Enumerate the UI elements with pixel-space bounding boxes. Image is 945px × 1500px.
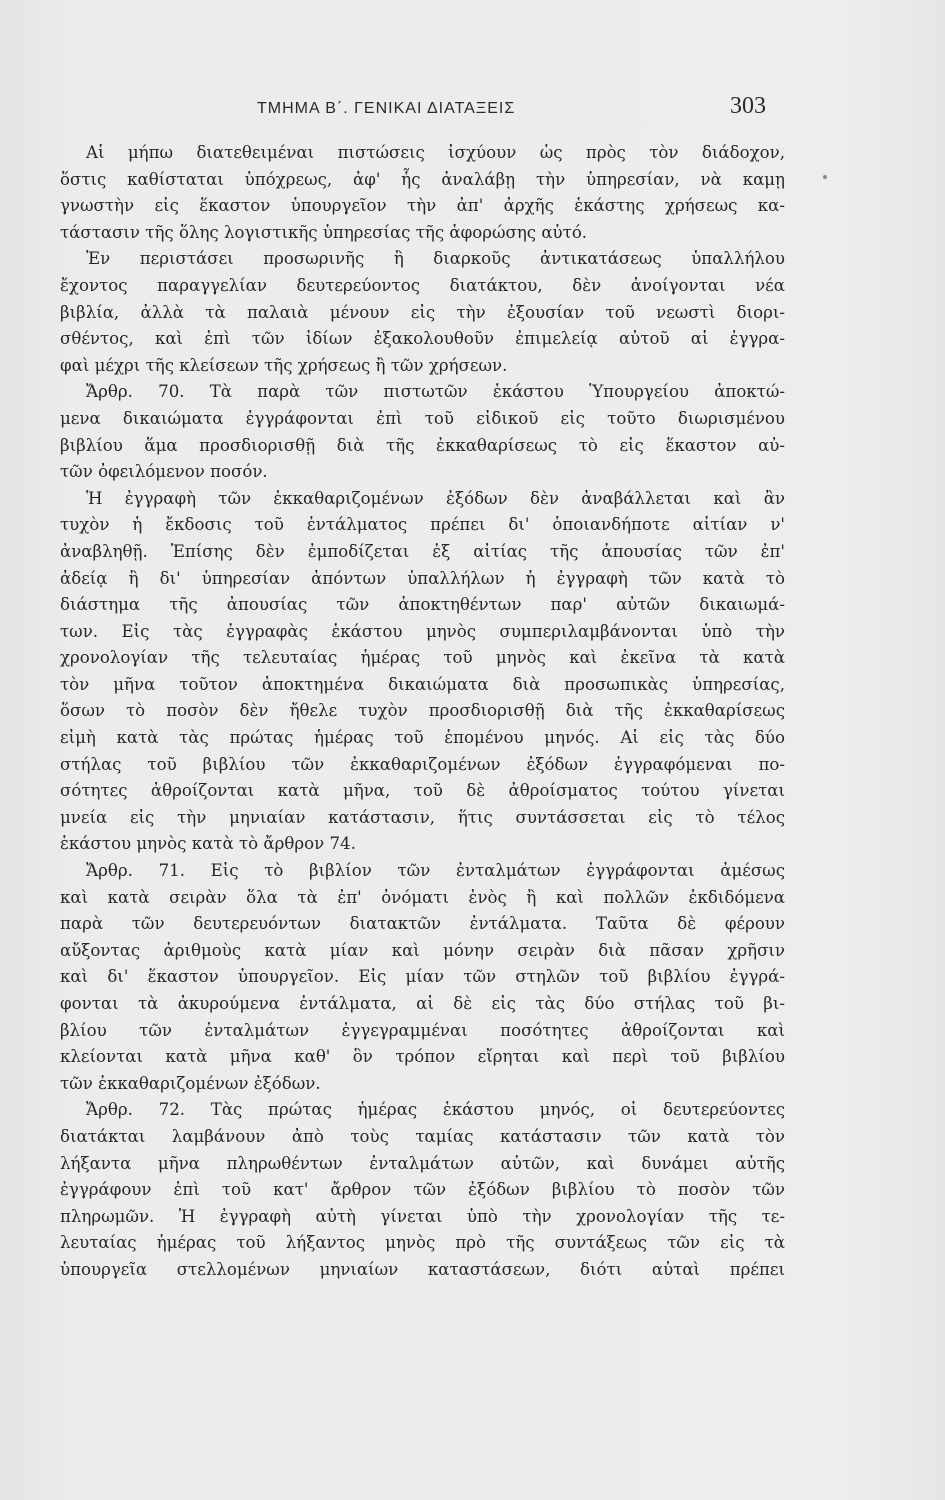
text-line: διατάκται λαμβάνουν ἀπὸ τοὺς ταμίας κατάστασιν τῶν κατὰ τὸν: [60, 1126, 785, 1146]
text-line: ἑκάστου μηνὸς κατὰ τὸ ἄρθρον 74.: [60, 834, 356, 854]
text-line: ἐγγράφουν ἐπὶ τοῦ κατ' ἄρθρον τῶν ἐξόδων βιβλίου τὸ ποσὸν τῶν: [60, 1180, 785, 1200]
text-line: των. Εἰς τὰς ἐγγραφὰς ἑκάστου μηνὸς συμπεριλαμβάνονται ὑπὸ τὴν: [60, 621, 785, 641]
text-line: γνωστὴν εἰς ἕκαστον ὑπουργεῖον τὴν ἀπ' ἀρχῆς ἑκάστης χρήσεως κα-: [60, 196, 785, 216]
body-text: [60, 140, 785, 1284]
text-line: ὅστις καθίσταται ὑπόχρεως, ἀφ' ἧς ἀναλάβῃ τὴν ὑπηρεσίαν, νὰ καμῃ: [60, 169, 785, 189]
paper-speck: [823, 175, 827, 179]
text-line: τυχὸν ἡ ἔκδοσις τοῦ ἐντάλματος πρέπει δι' ὁποιανδήποτε αἰτίαν ν': [60, 515, 785, 535]
text-line: σθέντος, καὶ ἐπὶ τῶν ἰδίων ἐξακολουθοῦν ἐπιμελείᾳ αὐτοῦ αἱ ἐγγρα-: [60, 329, 785, 349]
text-line: ἀδείᾳ ἢ δι' ὑπηρεσίαν ἀπόντων ὑπαλλήλων ἡ ἐγγραφὴ τῶν κατὰ τὸ: [60, 568, 785, 588]
text-line: ἀναβληθῇ. Ἐπίσης δὲν ἐμποδίζεται ἐξ αἰτίας τῆς ἀπουσίας τῶν ἐπ': [60, 541, 785, 561]
text-line: λευταίας ἡμέρας τοῦ λήξαντος μηνὸς πρὸ τῆς συντάξεως τῶν εἰς τὰ: [60, 1233, 785, 1253]
text-line: φονται τὰ ἀκυρούμενα ἐντάλματα, αἱ δὲ εἰς τὰς δύο στήλας τοῦ βι-: [60, 994, 785, 1013]
text-line: τὸν μῆνα τοῦτον ἀποκτημένα δικαιώματα διὰ προσωπικὰς ὑπηρεσίας,: [60, 674, 785, 694]
text-line: Ἡ ἐγγραφὴ τῶν ἐκκαθαριζομένων ἐξόδων δὲν ἀναβάλλεται καὶ ἂν: [86, 488, 785, 508]
article-72-start: Ἄρθρ. 72. Τὰς πρώτας ἡμέρας ἑκάστου μηνός, οἱ δευτερεύοντες: [86, 1100, 785, 1120]
text-line: λήξαντα μῆνα πληρωθέντων ἐνταλμάτων αὐτῶν, καὶ δυνάμει αὐτῆς: [60, 1153, 785, 1173]
text-line: τάστασιν τῆς ὅλης λογιστικῆς ὑπηρεσίας τῆς ἀφορώσης αὐτό.: [60, 222, 588, 242]
text-line: Αἱ μήπω διατεθειμέναι πιστώσεις ἰσχύουν ὡς πρὸς τὸν διάδοχον,: [86, 143, 785, 162]
text-line: μνεία εἰς τὴν μηνιαίαν κατάστασιν, ἥτις συντάσσεται εἰς τὸ τέλος: [60, 807, 785, 827]
text-line: μενα δικαιώματα ἐγγράφονται ἐπὶ τοῦ εἰδικοῦ εἰς τοῦτο διωρισμένου: [60, 408, 785, 428]
article-71-start: Ἄρθρ. 71. Εἰς τὸ βιβλίον τῶν ἐνταλμάτων ἐγγράφονται ἀμέσως: [86, 861, 785, 881]
text-line: ὑπουργεῖα στελλομένων μηνιαίων καταστάσεων, διότι αὐταὶ πρέπει: [60, 1259, 785, 1279]
text-line: Ἐν περιστάσει προσωρινῆς ἢ διαρκοῦς ἀντικατάσεως ὑπαλλήλου: [86, 249, 785, 269]
text-line: παρὰ τῶν δευτερευόντων διατακτῶν ἐντάλματα. Ταῦτα δὲ φέρουν: [60, 914, 785, 934]
text-line: διάστημα τῆς ἀπουσίας τῶν ἀποκτηθέντων παρ' αὐτῶν δικαιωμά-: [60, 595, 785, 615]
text-line: αὔξοντας ἀριθμοὺς κατὰ μίαν καὶ μόνην σειρὰν διὰ πᾶσαν χρῆσιν: [60, 940, 785, 960]
text-line: βιβλίου ἅμα προσδιορισθῇ διὰ τῆς ἐκκαθαρίσεως τὸ εἰς ἕκαστον αὐ-: [60, 435, 785, 455]
text-line: βλίου τῶν ἐνταλμάτων ἐγγεγραμμέναι ποσότητες ἀθροίζονται καὶ: [60, 1020, 785, 1040]
text-line: ὅσων τὸ ποσὸν δὲν ἤθελε τυχὸν προσδιορισθῇ διὰ τῆς ἐκκαθαρίσεως: [60, 701, 785, 721]
running-title: ΤΜΗΜΑ Β΄. ΓΕΝΙΚΑΙ ΔΙΑΤΑΞΕΙΣ: [257, 100, 516, 117]
text-line: εἰμὴ κατὰ τὰς πρώτας ἡμέρας τοῦ ἑπομένου μηνός. Αἱ εἰς τὰς δύο: [60, 728, 785, 748]
text-line: ἔχοντος παραγγελίαν δευτερεύοντος διατάκτου, δὲν ἀνοίγονται νέα: [60, 275, 785, 295]
text-line: φαὶ μέχρι τῆς κλείσεων τῆς χρήσεως ἢ τῶν χρήσεων.: [60, 355, 508, 375]
text-line: βιβλία, ἀλλὰ τὰ παλαιὰ μένουν εἰς τὴν ἐξουσίαν τοῦ νεωστὶ διορι-: [60, 302, 785, 322]
text-line: καὶ δι' ἕκαστον ὑπουργεῖον. Εἰς μίαν τῶν στηλῶν τοῦ βιβλίου ἐγγρά-: [60, 967, 785, 987]
text-line: χρονολογίαν τῆς τελευταίας ἡμέρας τοῦ μηνὸς καὶ ἐκεῖνα τὰ κατὰ: [60, 648, 785, 668]
page-number: 303: [730, 93, 766, 119]
text-line: στήλας τοῦ βιβλίου τῶν ἐκκαθαριζομένων ἐξόδων ἐγγραφόμεναι πο-: [60, 754, 785, 774]
text-line: τῶν ἐκκαθαριζομένων ἐξόδων.: [60, 1073, 321, 1093]
text-line: καὶ κατὰ σειρὰν ὅλα τὰ ἐπ' ὀνόματι ἑνὸς ἢ καὶ πολλῶν ἐκδιδόμενα: [60, 887, 785, 907]
article-70-start: Ἄρθρ. 70. Τὰ παρὰ τῶν πιστωτῶν ἑκάστου Ὑπουργείου ἀποκτώ-: [86, 382, 785, 402]
text-line: σότητες ἀθροίζονται κατὰ μῆνα, τοῦ δὲ ἀθροίσματος τούτου γίνεται: [60, 781, 785, 801]
text-line: πληρωμῶν. Ἡ ἐγγραφὴ αὐτὴ γίνεται ὑπὸ τὴν χρονολογίαν τῆς τε-: [60, 1206, 785, 1226]
text-line: τῶν ὀφειλόμενον ποσόν.: [60, 462, 268, 482]
text-line: κλείονται κατὰ μῆνα καθ' ὃν τρόπον εἴρηται καὶ περὶ τοῦ βιβλίου: [60, 1047, 785, 1067]
